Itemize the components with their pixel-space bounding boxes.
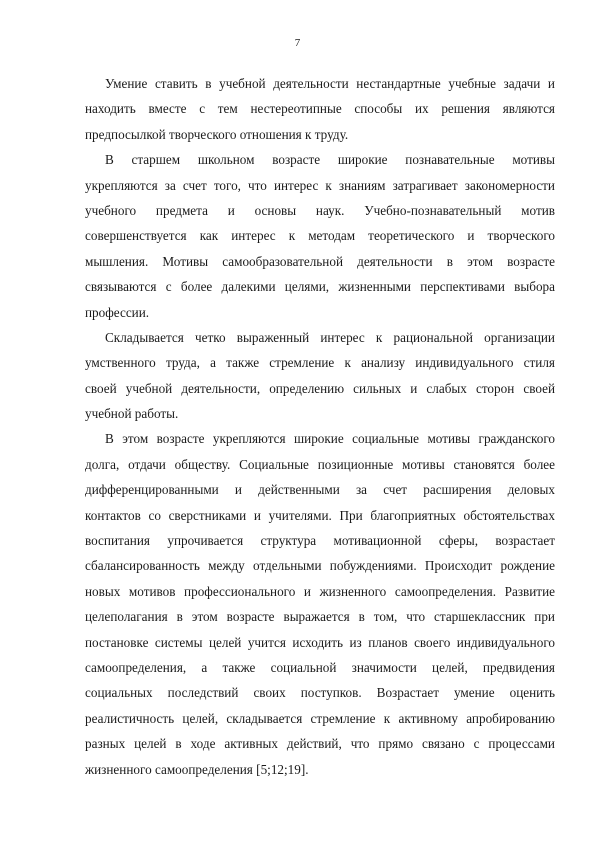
text-line: В этом возрасте укрепляются широкие социальные мотивы гражданского (105, 431, 555, 447)
text-line: совершенствуется как интерес к методам теоретического и творческого (85, 228, 555, 244)
text-line: мышления. Мотивы самообразовательной деятельности в этом возрасте (85, 253, 555, 269)
text-line: Умение ставить в учебной деятельности нестандартные учебные задачи и (105, 76, 555, 91)
text-line: умственного труда, а также стремление к анализу индивидуального стиля (85, 355, 555, 371)
text-line: воспитания упрочивается структура мотивационной сферы, возрастает (85, 533, 555, 549)
text-line: связываются с более далекими целями, жизненными перспективами выбора (85, 279, 555, 295)
text-line: контактов со сверстниками и учителями. При благоприятных обстоятельствах (85, 507, 555, 523)
text-line: В старшем школьном возрасте широкие познавательные мотивы (105, 152, 555, 168)
text-line: дифференцированными и действенными за счет расширения деловых (85, 482, 555, 498)
text-line: сбалансированность между отдельными побуждениями. Происходит рождение (85, 558, 555, 574)
text-line: целеполагания в этом возрасте выражается в том, что старшеклассник при (85, 609, 555, 625)
text-line: предпосылкой творческого отношения к труду. (85, 126, 349, 142)
text-line: Складывается четко выраженный интерес к рациональной организации (105, 329, 555, 345)
paragraph-3 (85, 325, 555, 427)
text-line: постановке системы целей учится исходить из планов своего индивидуального (85, 634, 555, 650)
text-line: социальных последствий своих поступков. Возрастает умение оценить (85, 685, 555, 701)
text-line: находить вместе с тем нестереотипные способы их решения являются (85, 101, 555, 117)
text-line: своей учебной деятельности, определению сильных и слабых сторон своей (85, 380, 555, 396)
text-line: учебной работы. (85, 406, 179, 422)
text-line: самоопределения, а также социальной значимости целей, предвидения (85, 659, 555, 675)
text-line: новых мотивов профессионального и жизненного самоопределения. Развитие (85, 583, 555, 599)
text-line: учебного предмета и основы наук. Учебно-познавательный мотив (85, 202, 555, 218)
paragraph-1 (85, 71, 555, 147)
text-line: разных целей в ходе активных действий, что прямо связано с процессами (85, 736, 555, 752)
text-line: профессии. (85, 304, 150, 320)
page-number: 7 (294, 37, 301, 49)
text-line: долга, отдачи обществу. Социальные позиционные мотивы становятся более (85, 456, 555, 472)
paragraph-2 (85, 147, 555, 325)
document-body (85, 71, 555, 782)
paragraph-4 (85, 426, 555, 781)
text-line: укрепляются за счет того, что интерес к знаниям затрагивает закономерности (85, 177, 555, 193)
text-line: реалистичность целей, складывается стремление к активному апробированию (85, 710, 555, 726)
text-line: жизненного самоопределения [5;12;19]. (85, 761, 309, 777)
